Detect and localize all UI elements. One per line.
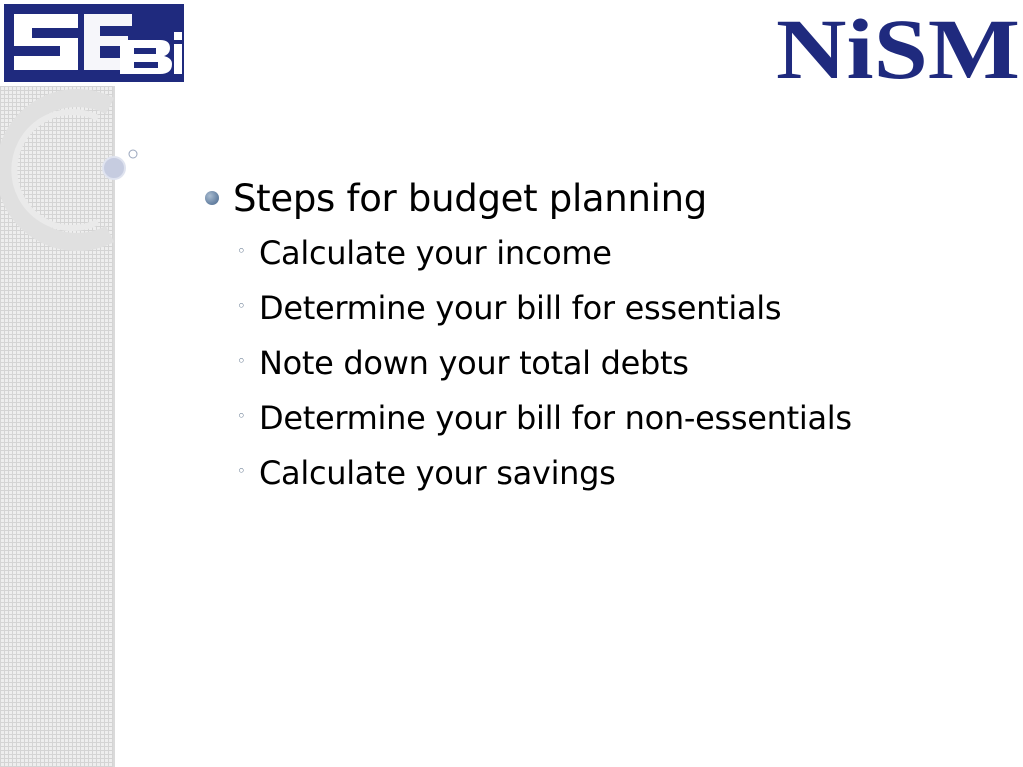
slide-heading: Steps for budget planning — [233, 176, 707, 220]
hollow-circle-bullet-icon: ◦ — [237, 296, 246, 315]
hollow-circle-bullet-icon: ◦ — [237, 241, 246, 260]
nism-logo — [770, 0, 1023, 88]
nism-logo-text: NiSM — [776, 1, 1020, 88]
sebi-logo — [0, 0, 188, 86]
hollow-circle-bullet-icon: ◦ — [237, 462, 246, 481]
list-item — [237, 391, 985, 446]
decorative-small-dot — [129, 150, 137, 158]
filled-circle-bullet-icon — [205, 191, 219, 205]
list-item — [237, 280, 985, 335]
list-item — [237, 335, 985, 390]
hollow-circle-bullet-icon: ◦ — [237, 351, 246, 370]
step-text: Determine your bill for essentials — [259, 288, 782, 327]
main-bullet-item — [205, 171, 985, 225]
decorative-dot — [103, 157, 125, 179]
steps-list — [237, 225, 985, 501]
step-text: Determine your bill for non-essentials — [259, 399, 852, 438]
hollow-circle-bullet-icon: ◦ — [237, 407, 246, 426]
step-text: Note down your total debts — [259, 343, 689, 382]
step-text: Calculate your income — [259, 233, 612, 272]
step-text: Calculate your savings — [259, 454, 616, 493]
slide-content — [205, 171, 985, 501]
list-item — [237, 225, 985, 280]
decorative-arc — [0, 84, 180, 264]
list-item — [237, 446, 985, 501]
